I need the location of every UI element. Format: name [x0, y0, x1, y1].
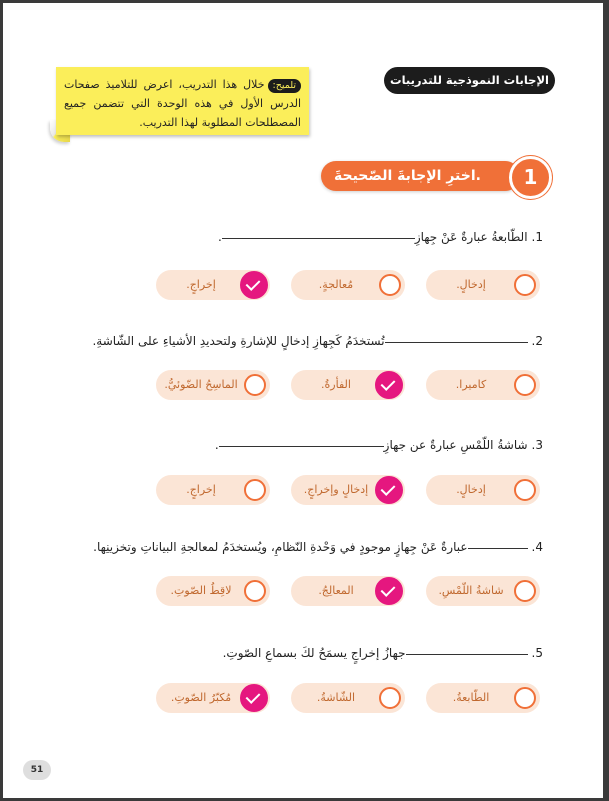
- option-label: إخراجٍ.: [186, 278, 216, 291]
- option-label: المعالِجُ.: [318, 584, 354, 597]
- option-label: مُكبّرُ الصّوتِ.: [170, 691, 232, 704]
- page-header-title: الإجابات النموذجية للتدريبات: [384, 67, 555, 94]
- option-4-a[interactable]: [426, 576, 540, 606]
- option-2-b[interactable]: [291, 370, 405, 400]
- option-1-b[interactable]: [291, 270, 405, 300]
- page-number: 51: [23, 760, 51, 780]
- option-label: لاقِطُ الصّوتِ.: [170, 584, 232, 597]
- option-label: الطّابعةُ.: [452, 691, 490, 704]
- option-5-b[interactable]: [291, 683, 405, 713]
- option-2-a[interactable]: [426, 370, 540, 400]
- question-number: 5.: [531, 646, 543, 660]
- question-text: شاشةُ اللّمْسِ عبارةٌ عن جهازِ: [383, 438, 528, 452]
- question-number: 1.: [531, 230, 543, 244]
- radio-circle[interactable]: [244, 374, 266, 396]
- radio-circle[interactable]: [514, 374, 536, 396]
- option-5-c[interactable]: [156, 683, 270, 713]
- option-label: إدخالٍ.: [456, 483, 486, 496]
- answer-blank: [468, 547, 528, 549]
- question-text: تُستخدَمُ كَجِهازِ إدخالٍ للإشارةِ ولتحديدِ الأشياءِ على الشّاشةِ.: [92, 334, 385, 348]
- checkmark-icon[interactable]: [375, 371, 403, 399]
- radio-circle[interactable]: [514, 580, 536, 602]
- option-label: الفأرةُ.: [321, 378, 351, 391]
- option-4-c[interactable]: [156, 576, 270, 606]
- radio-circle[interactable]: [379, 274, 401, 296]
- question-number: 4.: [531, 540, 543, 554]
- question-number: 2.: [531, 334, 543, 348]
- question-end: .: [214, 438, 219, 452]
- radio-circle[interactable]: [514, 687, 536, 709]
- option-label: إدخالٍ وإخراجٍ.: [303, 483, 369, 496]
- radio-circle[interactable]: [379, 687, 401, 709]
- page: [3, 3, 603, 798]
- checkmark-icon[interactable]: [240, 271, 268, 299]
- section-number: 1: [509, 156, 552, 199]
- tip-text: خلال هذا التدريب، اعرض للتلاميذ صفحات الدرس الأول في هذه الوحدة التي تتضمن جميع المصطلحات المطلوبة لهذا التدريب.: [64, 78, 301, 129]
- option-label: إدخالٍ.: [456, 278, 486, 291]
- answer-blank: [219, 445, 384, 447]
- option-label: مُعالجةٍ.: [318, 278, 354, 291]
- option-label: شاشةُ اللّمْسِ.: [438, 584, 504, 597]
- option-label: كاميرا.: [455, 378, 487, 391]
- question-4: [93, 540, 543, 554]
- option-3-a[interactable]: [426, 475, 540, 505]
- option-3-b[interactable]: [291, 475, 405, 505]
- question-end: .: [217, 230, 222, 244]
- option-5-a[interactable]: [426, 683, 540, 713]
- radio-circle[interactable]: [514, 479, 536, 501]
- option-4-b[interactable]: [291, 576, 405, 606]
- option-2-c[interactable]: [156, 370, 270, 400]
- radio-circle[interactable]: [514, 274, 536, 296]
- question-number: 3.: [531, 438, 543, 452]
- question-text: عبارةٌ عَنْ جِهازٍ موجودٍ في وَحْدةِ النّظامِ، ويُستخدَمُ لمعالجةِ البياناتِ وتخزينِها.: [93, 540, 468, 554]
- option-label: الماسِحُ الضّوئيُّ.: [164, 378, 238, 391]
- option-3-c[interactable]: [156, 475, 270, 505]
- checkmark-icon[interactable]: [375, 577, 403, 605]
- tip-label: تلميح:: [268, 79, 301, 93]
- checkmark-icon[interactable]: [375, 476, 403, 504]
- question-2: [92, 334, 543, 348]
- answer-blank: [222, 237, 415, 239]
- option-1-c[interactable]: [156, 270, 270, 300]
- option-label: الشّاشةُ.: [316, 691, 356, 704]
- radio-circle[interactable]: [244, 479, 266, 501]
- answer-blank: [385, 341, 528, 343]
- answer-blank: [406, 653, 528, 655]
- teacher-tip-note: [56, 67, 309, 135]
- checkmark-icon[interactable]: [240, 684, 268, 712]
- question-5: [223, 646, 543, 660]
- option-1-a[interactable]: [426, 270, 540, 300]
- option-label: إخراجٍ.: [186, 483, 216, 496]
- section-title: اخترِ الإجابةَ الصّحيحةَ.: [321, 161, 520, 191]
- question-text: الطّابعةُ عبارةٌ عَنْ جِهازِ: [414, 230, 528, 244]
- question-3: [215, 438, 543, 452]
- question-text: جهازُ إخراجٍ يسمَحُ لكَ بسماعِ الصّوتِ.: [222, 646, 406, 660]
- question-1: [218, 230, 543, 244]
- radio-circle[interactable]: [244, 580, 266, 602]
